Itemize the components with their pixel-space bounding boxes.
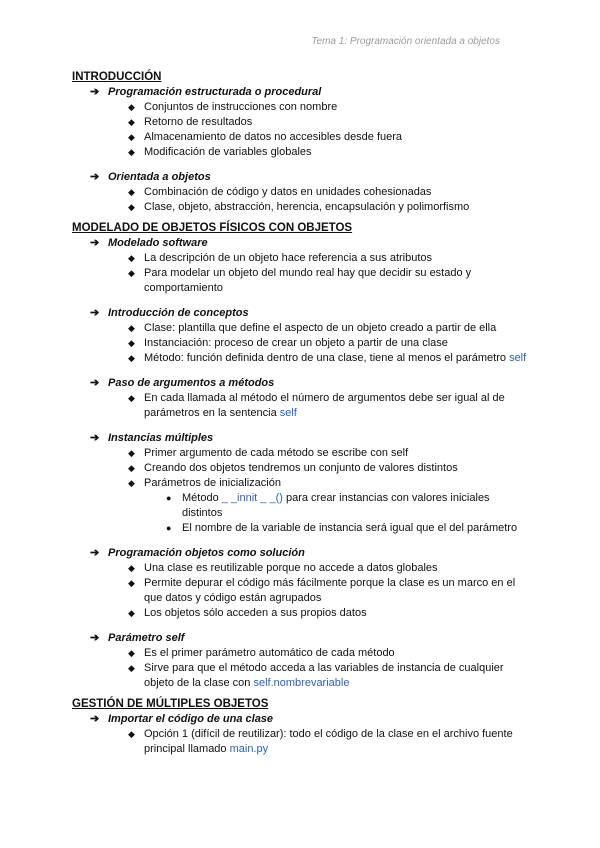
diamond-bullet-icon: ◆ xyxy=(128,102,135,112)
diamond-bullet-icon: ◆ xyxy=(128,338,135,348)
section-title-modelado: MODELADO DE OBJETOS FÍSICOS CON OBJETOS xyxy=(72,222,353,234)
list-item: ◆ Clase: plantilla que define el aspecto de un objeto creado a partir de ella xyxy=(128,322,497,334)
diamond-bullet-icon: ◆ xyxy=(128,463,135,473)
list-item: ◆ Sirve para que el método acceda a las variables de instancia de cualquier objeto de la clase con self.nombrevariable xyxy=(128,662,504,689)
diamond-bullet-icon: ◆ xyxy=(128,478,135,488)
list-item: ◆ Conjuntos de instrucciones con nombre xyxy=(128,101,338,113)
diamond-bullet-icon: ◆ xyxy=(128,648,135,658)
heading-parametro-self: ➔ Parámetro self xyxy=(90,632,185,644)
document-body xyxy=(72,70,532,757)
code-init: _ _innit _ _() xyxy=(221,492,283,504)
arrow-icon: ➔ xyxy=(90,377,100,389)
diamond-bullet-icon: ◆ xyxy=(128,729,135,739)
list-item: ◆ Almacenamiento de datos no accesibles desde fuera xyxy=(128,131,403,143)
list-item: ◆ Parámetros de inicialización xyxy=(128,477,281,489)
list-item: ◆ Combinación de código y datos en unidades cohesionadas xyxy=(128,186,432,198)
dot-bullet-icon: ● xyxy=(166,493,172,503)
arrow-icon: ➔ xyxy=(90,713,100,725)
list-item: ◆ Clase, objeto, abstracción, herencia, encapsulación y polimorfismo xyxy=(128,201,470,213)
heading-programacion-estructurada: ➔ Programación estructurada o procedural xyxy=(90,86,322,98)
diamond-bullet-icon: ◆ xyxy=(128,663,135,673)
diamond-bullet-icon: ◆ xyxy=(128,268,135,278)
list-item: ◆ Opción 1 (difícil de reutilizar): todo el código de la clase en el archivo fuente principal llamado main.py xyxy=(128,728,513,755)
diamond-bullet-icon: ◆ xyxy=(128,608,135,618)
diamond-bullet-icon: ◆ xyxy=(128,117,135,127)
list-item: ◆ En cada llamada al método el número de argumentos debe ser igual al de parámetros en la sentencia self xyxy=(128,392,505,419)
diamond-bullet-icon: ◆ xyxy=(128,132,135,142)
heading-programacion-solucion: ➔ Programación objetos como solución xyxy=(90,547,305,559)
list-item: ◆ Una clase es reutilizable porque no accede a datos globales xyxy=(128,562,438,574)
list-item: ◆ Retorno de resultados xyxy=(128,116,253,128)
arrow-icon: ➔ xyxy=(90,86,100,98)
diamond-bullet-icon: ◆ xyxy=(128,187,135,197)
list-item: ◆ Método: función definida dentro de una clase, tiene al menos el parámetro self xyxy=(128,352,527,364)
heading-introduccion-conceptos: ➔ Introducción de conceptos xyxy=(90,307,249,319)
diamond-bullet-icon: ◆ xyxy=(128,393,135,403)
arrow-icon: ➔ xyxy=(90,432,100,444)
list-item: ◆ Los objetos sólo acceden a sus propios datos xyxy=(128,607,367,619)
list-item: ◆ Modificación de variables globales xyxy=(128,146,312,158)
diamond-bullet-icon: ◆ xyxy=(128,202,135,212)
list-item: ◆ Primer argumento de cada método se escribe con self xyxy=(128,447,409,459)
list-item: ◆ Creando dos objetos tendremos un conjunto de valores distintos xyxy=(128,462,458,474)
diamond-bullet-icon: ◆ xyxy=(128,147,135,157)
arrow-icon: ➔ xyxy=(90,237,100,249)
section-title-gestion: GESTIÓN DE MÚLTIPLES OBJETOS xyxy=(72,698,269,710)
code-self: self xyxy=(279,407,297,419)
diamond-bullet-icon: ◆ xyxy=(128,448,135,458)
arrow-icon: ➔ xyxy=(90,171,100,183)
diamond-bullet-icon: ◆ xyxy=(128,323,135,333)
code-main-py: main.py xyxy=(229,743,269,755)
section-title-introduccion: INTRODUCCIÓN xyxy=(72,71,162,83)
diamond-bullet-icon: ◆ xyxy=(128,353,135,363)
list-item: ◆ La descripción de un objeto hace referencia a sus atributos xyxy=(128,252,433,264)
sub-list-item: ● El nombre de la variable de instancia será igual que el del parámetro xyxy=(166,522,518,534)
list-item: ◆ Para modelar un objeto del mundo real hay que decidir su estado y comportamiento xyxy=(128,267,472,294)
heading-importar-codigo: ➔ Importar el código de una clase xyxy=(90,713,274,725)
diamond-bullet-icon: ◆ xyxy=(128,253,135,263)
code-self-nombrevariable: self.nombrevariable xyxy=(253,677,350,689)
heading-modelado-software: ➔ Modelado software xyxy=(90,237,208,249)
heading-paso-argumentos: ➔ Paso de argumentos a métodos xyxy=(90,377,275,389)
sub-list-item: ● Método _ _innit _ _() para crear instancias con valores iniciales distintos xyxy=(166,492,490,519)
dot-bullet-icon: ● xyxy=(166,523,172,533)
arrow-icon: ➔ xyxy=(90,547,100,559)
list-item: ◆ Es el primer parámetro automático de cada método xyxy=(128,647,395,659)
heading-orientada-objetos: ➔ Orientada a objetos xyxy=(90,171,211,183)
code-self: self xyxy=(509,352,527,364)
diamond-bullet-icon: ◆ xyxy=(128,563,135,573)
list-item: ◆ Instanciación: proceso de crear un objeto a partir de una clase xyxy=(128,337,448,349)
arrow-icon: ➔ xyxy=(90,632,100,644)
diamond-bullet-icon: ◆ xyxy=(128,578,135,588)
page-header: Tema 1: Programación orientada a objetos xyxy=(311,36,500,47)
list-item: ◆ Permite depurar el código más fácilmente porque la clase es un marco en el que datos y código están agrupados xyxy=(128,577,516,604)
arrow-icon: ➔ xyxy=(90,307,100,319)
heading-instancias-multiples: ➔ Instancias múltiples xyxy=(90,432,214,444)
